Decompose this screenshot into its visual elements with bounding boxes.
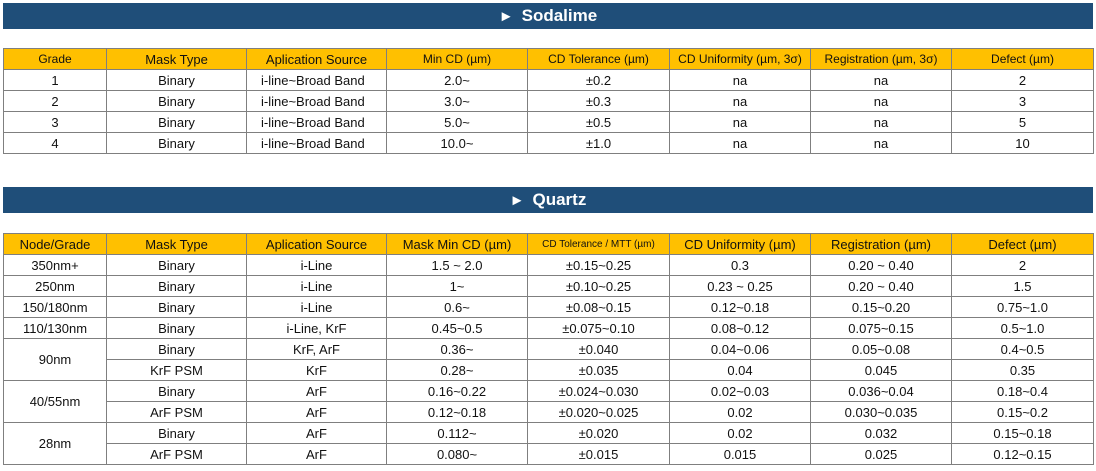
table-cell: 0.04 <box>670 360 811 381</box>
table-cell: ±0.15~0.25 <box>528 255 670 276</box>
table-cell: i-line~Broad Band <box>247 91 387 112</box>
table-row <box>4 112 1094 133</box>
table-cell: ±0.040 <box>528 339 670 360</box>
table-row <box>4 255 1094 276</box>
table-cell: 0.12~0.18 <box>387 402 528 423</box>
table-cell: na <box>670 70 811 91</box>
column-header: Registration (µm, 3σ) <box>811 49 952 70</box>
table-cell: ±0.020~0.025 <box>528 402 670 423</box>
column-header: CD Tolerance / MTT (µm) <box>528 234 670 255</box>
table-cell: 0.02 <box>670 423 811 444</box>
table-cell: 5 <box>952 112 1094 133</box>
column-header: Defect (µm) <box>952 49 1094 70</box>
table-row <box>4 339 1094 360</box>
table-cell: ArF <box>247 402 387 423</box>
table-row <box>4 70 1094 91</box>
column-header: Aplication Source <box>247 234 387 255</box>
column-header: Node/Grade <box>4 234 107 255</box>
table-cell: 0.12~0.15 <box>952 444 1094 465</box>
table-cell: ±0.5 <box>528 112 670 133</box>
table-cell: 3.0~ <box>387 91 528 112</box>
table-cell: Binary <box>107 381 247 402</box>
table-cell: 5.0~ <box>387 112 528 133</box>
table-cell: Binary <box>107 255 247 276</box>
table-cell: 3 <box>4 112 107 133</box>
table-cell: 0.15~0.18 <box>952 423 1094 444</box>
table-cell: 0.20 ~ 0.40 <box>811 255 952 276</box>
table-cell: 0.075~0.15 <box>811 318 952 339</box>
table-cell: 0.75~1.0 <box>952 297 1094 318</box>
table-cell: Binary <box>107 339 247 360</box>
table-cell: Binary <box>107 297 247 318</box>
table-cell: i-line~Broad Band <box>247 133 387 154</box>
table-cell: ±0.035 <box>528 360 670 381</box>
table-cell: ±0.024~0.030 <box>528 381 670 402</box>
table-cell: 1~ <box>387 276 528 297</box>
table-cell: ArF <box>247 423 387 444</box>
column-header: CD Uniformity (µm, 3σ) <box>670 49 811 70</box>
column-header: Min CD (µm) <box>387 49 528 70</box>
table-cell: 0.015 <box>670 444 811 465</box>
table-cell: ±0.10~0.25 <box>528 276 670 297</box>
table-cell: 1.5 <box>952 276 1094 297</box>
table-cell: Binary <box>107 318 247 339</box>
table-cell: 0.15~0.20 <box>811 297 952 318</box>
table-cell: 0.5~1.0 <box>952 318 1094 339</box>
table-cell: Binary <box>107 112 247 133</box>
table-header-row <box>4 49 1094 70</box>
table-cell: ±0.015 <box>528 444 670 465</box>
table-cell: 1.5 ~ 2.0 <box>387 255 528 276</box>
table-cell: 0.030~0.035 <box>811 402 952 423</box>
table-cell: 0.032 <box>811 423 952 444</box>
table-cell: Binary <box>107 423 247 444</box>
table-cell: 0.28~ <box>387 360 528 381</box>
arrow-icon: ► <box>498 7 514 25</box>
sodalime-banner <box>3 3 1093 29</box>
table-cell: ArF PSM <box>107 402 247 423</box>
table-cell: Binary <box>107 133 247 154</box>
table-cell: ±1.0 <box>528 133 670 154</box>
table-row <box>4 444 1094 465</box>
table-cell: na <box>811 91 952 112</box>
table-cell: 10 <box>952 133 1094 154</box>
table-row <box>4 297 1094 318</box>
quartz-title: Quartz <box>532 190 587 209</box>
table-cell: 0.12~0.18 <box>670 297 811 318</box>
table-cell: 0.04~0.06 <box>670 339 811 360</box>
table-row <box>4 276 1094 297</box>
table-row <box>4 133 1094 154</box>
table-cell: 350nm+ <box>4 255 107 276</box>
table-cell: na <box>670 91 811 112</box>
table-row <box>4 381 1094 402</box>
table-cell: i-Line <box>247 297 387 318</box>
table-row <box>4 91 1094 112</box>
table-cell: 2 <box>4 91 107 112</box>
column-header: CD Tolerance (µm) <box>528 49 670 70</box>
table-cell: 90nm <box>4 339 107 381</box>
table-cell: i-line~Broad Band <box>247 112 387 133</box>
column-header: CD Uniformity (µm) <box>670 234 811 255</box>
table-cell: 0.45~0.5 <box>387 318 528 339</box>
table-cell: 0.20 ~ 0.40 <box>811 276 952 297</box>
table-cell: 2.0~ <box>387 70 528 91</box>
table-cell: KrF, ArF <box>247 339 387 360</box>
table-cell: 0.02 <box>670 402 811 423</box>
table-cell: ±0.075~0.10 <box>528 318 670 339</box>
table-cell: 110/130nm <box>4 318 107 339</box>
table-cell: 0.025 <box>811 444 952 465</box>
table-cell: Binary <box>107 70 247 91</box>
table-cell: i-Line, KrF <box>247 318 387 339</box>
table-cell: 0.16~0.22 <box>387 381 528 402</box>
table-cell: 0.05~0.08 <box>811 339 952 360</box>
table-cell: 0.35 <box>952 360 1094 381</box>
table-cell: 250nm <box>4 276 107 297</box>
table-cell: 40/55nm <box>4 381 107 423</box>
table-cell: 10.0~ <box>387 133 528 154</box>
table-cell: ±0.08~0.15 <box>528 297 670 318</box>
table-cell: 2 <box>952 70 1094 91</box>
table-cell: ±0.020 <box>528 423 670 444</box>
table-cell: 0.080~ <box>387 444 528 465</box>
table-cell: ±0.3 <box>528 91 670 112</box>
table-cell: 0.15~0.2 <box>952 402 1094 423</box>
sodalime-table <box>3 48 1094 154</box>
quartz-table <box>3 233 1094 465</box>
table-cell: ArF <box>247 444 387 465</box>
table-cell: na <box>670 133 811 154</box>
column-header: Defect (µm) <box>952 234 1094 255</box>
table-row <box>4 402 1094 423</box>
table-cell: ±0.2 <box>528 70 670 91</box>
table-cell: 0.02~0.03 <box>670 381 811 402</box>
table-cell: i-Line <box>247 255 387 276</box>
table-cell: ArF <box>247 381 387 402</box>
table-cell: 0.4~0.5 <box>952 339 1094 360</box>
table-cell: Binary <box>107 276 247 297</box>
column-header: Mask Type <box>107 49 247 70</box>
table-cell: KrF <box>247 360 387 381</box>
column-header: Mask Type <box>107 234 247 255</box>
table-cell: 28nm <box>4 423 107 465</box>
table-cell: i-Line <box>247 276 387 297</box>
table-cell: 1 <box>4 70 107 91</box>
table-header-row <box>4 234 1094 255</box>
table-cell: 0.6~ <box>387 297 528 318</box>
table-cell: 0.3 <box>670 255 811 276</box>
column-header: Mask Min CD (µm) <box>387 234 528 255</box>
column-header: Registration (µm) <box>811 234 952 255</box>
table-cell: 150/180nm <box>4 297 107 318</box>
table-cell: 0.08~0.12 <box>670 318 811 339</box>
table-cell: na <box>811 133 952 154</box>
quartz-banner <box>3 187 1093 213</box>
table-cell: 0.045 <box>811 360 952 381</box>
table-cell: 2 <box>952 255 1094 276</box>
table-cell: 0.112~ <box>387 423 528 444</box>
table-cell: 4 <box>4 133 107 154</box>
table-cell: na <box>811 112 952 133</box>
column-header: Grade <box>4 49 107 70</box>
table-cell: 3 <box>952 91 1094 112</box>
table-cell: na <box>811 70 952 91</box>
table-cell: 0.23 ~ 0.25 <box>670 276 811 297</box>
sodalime-title: Sodalime <box>521 6 598 25</box>
table-cell: Binary <box>107 91 247 112</box>
table-cell: na <box>670 112 811 133</box>
table-row <box>4 318 1094 339</box>
table-cell: 0.36~ <box>387 339 528 360</box>
table-cell: KrF PSM <box>107 360 247 381</box>
table-row <box>4 360 1094 381</box>
arrow-icon: ► <box>509 191 525 209</box>
table-row <box>4 423 1094 444</box>
column-header: Aplication Source <box>247 49 387 70</box>
table-cell: ArF PSM <box>107 444 247 465</box>
table-cell: 0.18~0.4 <box>952 381 1094 402</box>
table-cell: i-line~Broad Band <box>247 70 387 91</box>
table-cell: 0.036~0.04 <box>811 381 952 402</box>
